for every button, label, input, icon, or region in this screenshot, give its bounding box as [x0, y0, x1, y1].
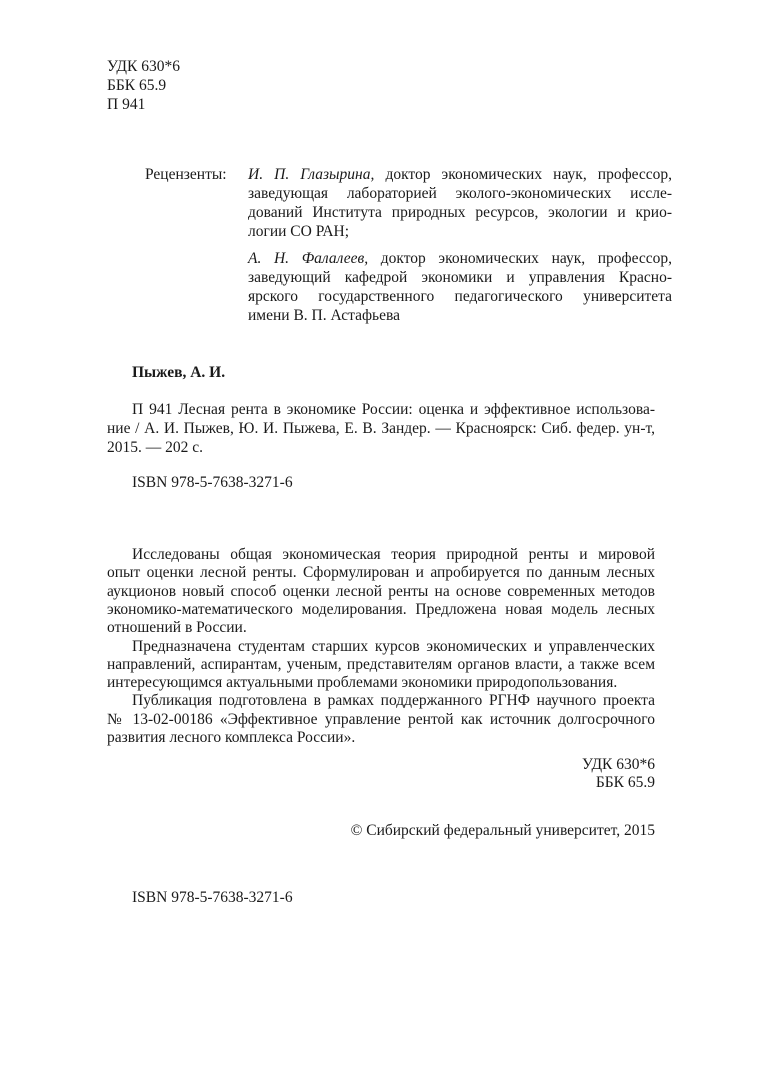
header-code-author-mark: П 941 [107, 96, 146, 113]
abstract-line: аукционов новый способ оценки лесной ренты на основе современных методов [107, 582, 655, 600]
abstract-line: Публикация подготовлена в рамках поддержанного РГНФ научного проекта [132, 692, 655, 710]
footer-code-bbk: ББК 65.9 [595, 774, 655, 791]
reviewer-line: логии СО РАН; [248, 223, 350, 240]
reviewer-line: дований Института природных ресурсов, экологии и крио- [248, 204, 672, 221]
reviewer-line: имени В. П. Астафьева [248, 307, 400, 324]
abstract-line: Предназначена студентам старших курсов экономических и управленческих [132, 637, 655, 655]
reviewer-name: А. Н. Фалалеев, [248, 250, 369, 267]
reviewer-line: ярского государственного педагогического университета [248, 288, 672, 305]
header-code-bbk: ББК 65.9 [107, 77, 167, 94]
reviewer-title: доктор экономических наук, профессор, [368, 250, 672, 267]
catalog-isbn: ISBN 978-5-7638-3271-6 [132, 474, 293, 491]
catalog-line: П 941 Лесная рента в экономике России: оценка и эффективное использова- [132, 401, 655, 418]
header-code-udk: УДК 630*6 [107, 58, 180, 75]
abstract-line: опыт оценки лесной ренты. Сформулирован и апробируется по данным лесных [107, 564, 655, 582]
abstract-line: отношений в России. [107, 619, 247, 637]
abstract-line: экономико-математического моделирования. Предложена новая модель лесных [107, 600, 655, 618]
reviewer-line [248, 250, 672, 268]
abstract-line: Исследованы общая экономическая теория природной ренты и мировой [132, 546, 655, 563]
catalog-line: ние / А. И. Пыжев, Ю. И. Пыжева, Е. В. Зандер. — Красноярск: Сиб. федер. ун-т, [107, 420, 655, 437]
catalog-line: 2015. — 202 с. [107, 439, 204, 456]
abstract-line: № 13-02-00186 «Эффективное управление рентой как источник долгосрочного [107, 710, 655, 728]
reviewer-name: И. П. Глазырина, [248, 166, 375, 183]
reviewer-line: заведующая лабораторией эколого-экономических иссле- [248, 185, 672, 202]
abstract-line: интересующимся актуальными проблемами экономики природопользования. [107, 674, 618, 692]
abstract-line: направлений, аспирантам, ученым, представителям органов власти, а также всем [107, 655, 655, 673]
reviewer-line: заведующий кафедрой экономики и управления Красно- [248, 269, 672, 286]
reviewer-line [248, 166, 672, 184]
bottom-isbn: ISBN 978-5-7638-3271-6 [132, 889, 293, 906]
catalog-author: Пыжев, А. И. [132, 364, 226, 381]
footer-code-udk: УДК 630*6 [582, 756, 655, 773]
reviewers-label: Рецензенты: [145, 166, 227, 183]
copyright: © Сибирский федеральный университет, 2015 [350, 822, 655, 839]
abstract-line: развития лесного комплекса России». [107, 729, 356, 746]
reviewer-title: доктор экономических наук, профессор, [374, 166, 673, 183]
